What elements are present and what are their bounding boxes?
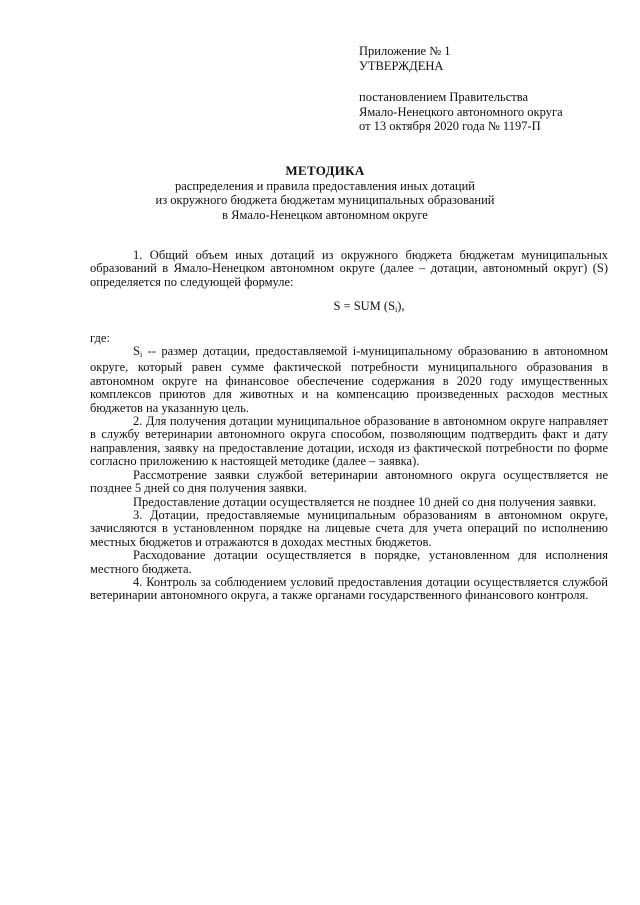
si-subscript: i: [139, 350, 143, 360]
government-line: Ямало-Ненецкого автономного округа: [359, 104, 563, 119]
document-title-block: [90, 164, 560, 222]
si-text: -- размер дотации, предоставляемой i-муниципальному образованию в автономном округе, который равен сумме фактической потребности муниципального образования в автономном округе на финансовое обеспечение содержания в 2020 году имущественных комплексов приютов для животных и на компенсацию произведенных расходов местных бюджетов на указанную цель.: [90, 344, 608, 415]
paragraph-4: Предоставление дотации осуществляется не позднее 10 дней со дня получения заявки.: [133, 494, 597, 509]
subtitle-line-1: распределения и правила предоставления иных дотаций: [175, 178, 475, 193]
paragraph-5: 3. Дотации, предоставляемые муниципальным образованиям в автономном округе, зачисляются в установленном порядке на лицевые счета для учета операций по исполнению местных бюджетов и отражаются в доходах местных бюджетов.: [90, 507, 608, 549]
document-body: [90, 249, 608, 603]
paragraph-1: 1. Общий объем иных дотаций из окружного бюджета бюджетам муниципальных образований в Ямало-Ненецком автономном округе (далее – дотации, автономный округ) (S) определяется по следующей формуле:: [90, 248, 608, 289]
formula-prefix: S = SUM (S: [333, 299, 396, 314]
paragraph-2: 2. Для получения дотации муниципальное образование в автономном округе направляет в службу ветеринарии автономного округа способом, позволяющим подтвердить факт и дату направления, заявку на предоставление дотации, исходя из фактической потребности по форме согласно приложению к настоящей методике (далее – заявка).: [90, 414, 608, 469]
appendix-number: Приложение № 1: [359, 44, 451, 58]
paragraph-3: Рассмотрение заявки службой ветеринарии автономного округа осуществляется не позднее 5 дней со дня получения заявки.: [90, 467, 608, 496]
paragraph-7: 4. Контроль за соблюдением условий предоставления дотации осуществляется службой ветеринарии автономного округа, а также органами государственного финансового контроля.: [90, 574, 608, 603]
where-label: где:: [90, 330, 110, 345]
formula-subscript: i: [395, 305, 398, 315]
subtitle-line-3: в Ямало-Ненецком автономном округе: [222, 207, 428, 222]
formula-suffix: ),: [397, 299, 405, 314]
approved-label: УТВЕРЖДЕНА: [359, 58, 444, 73]
approval-block: [359, 44, 619, 134]
resolution-line: постановлением Правительства: [359, 90, 529, 104]
spacer: [359, 73, 619, 90]
resolution-date: от 13 октября 2020 года № 1197-П: [359, 119, 541, 133]
document-title: МЕТОДИКА: [285, 163, 365, 178]
paragraph-6: Расходование дотации осуществляется в порядке, установленном для исполнения местного бюджета.: [90, 548, 608, 576]
si-definition: [90, 345, 608, 415]
si-symbol: S: [133, 344, 140, 359]
subtitle-line-2: из окружного бюджета бюджетам муниципальных образований: [155, 193, 495, 207]
formula: [90, 300, 608, 316]
